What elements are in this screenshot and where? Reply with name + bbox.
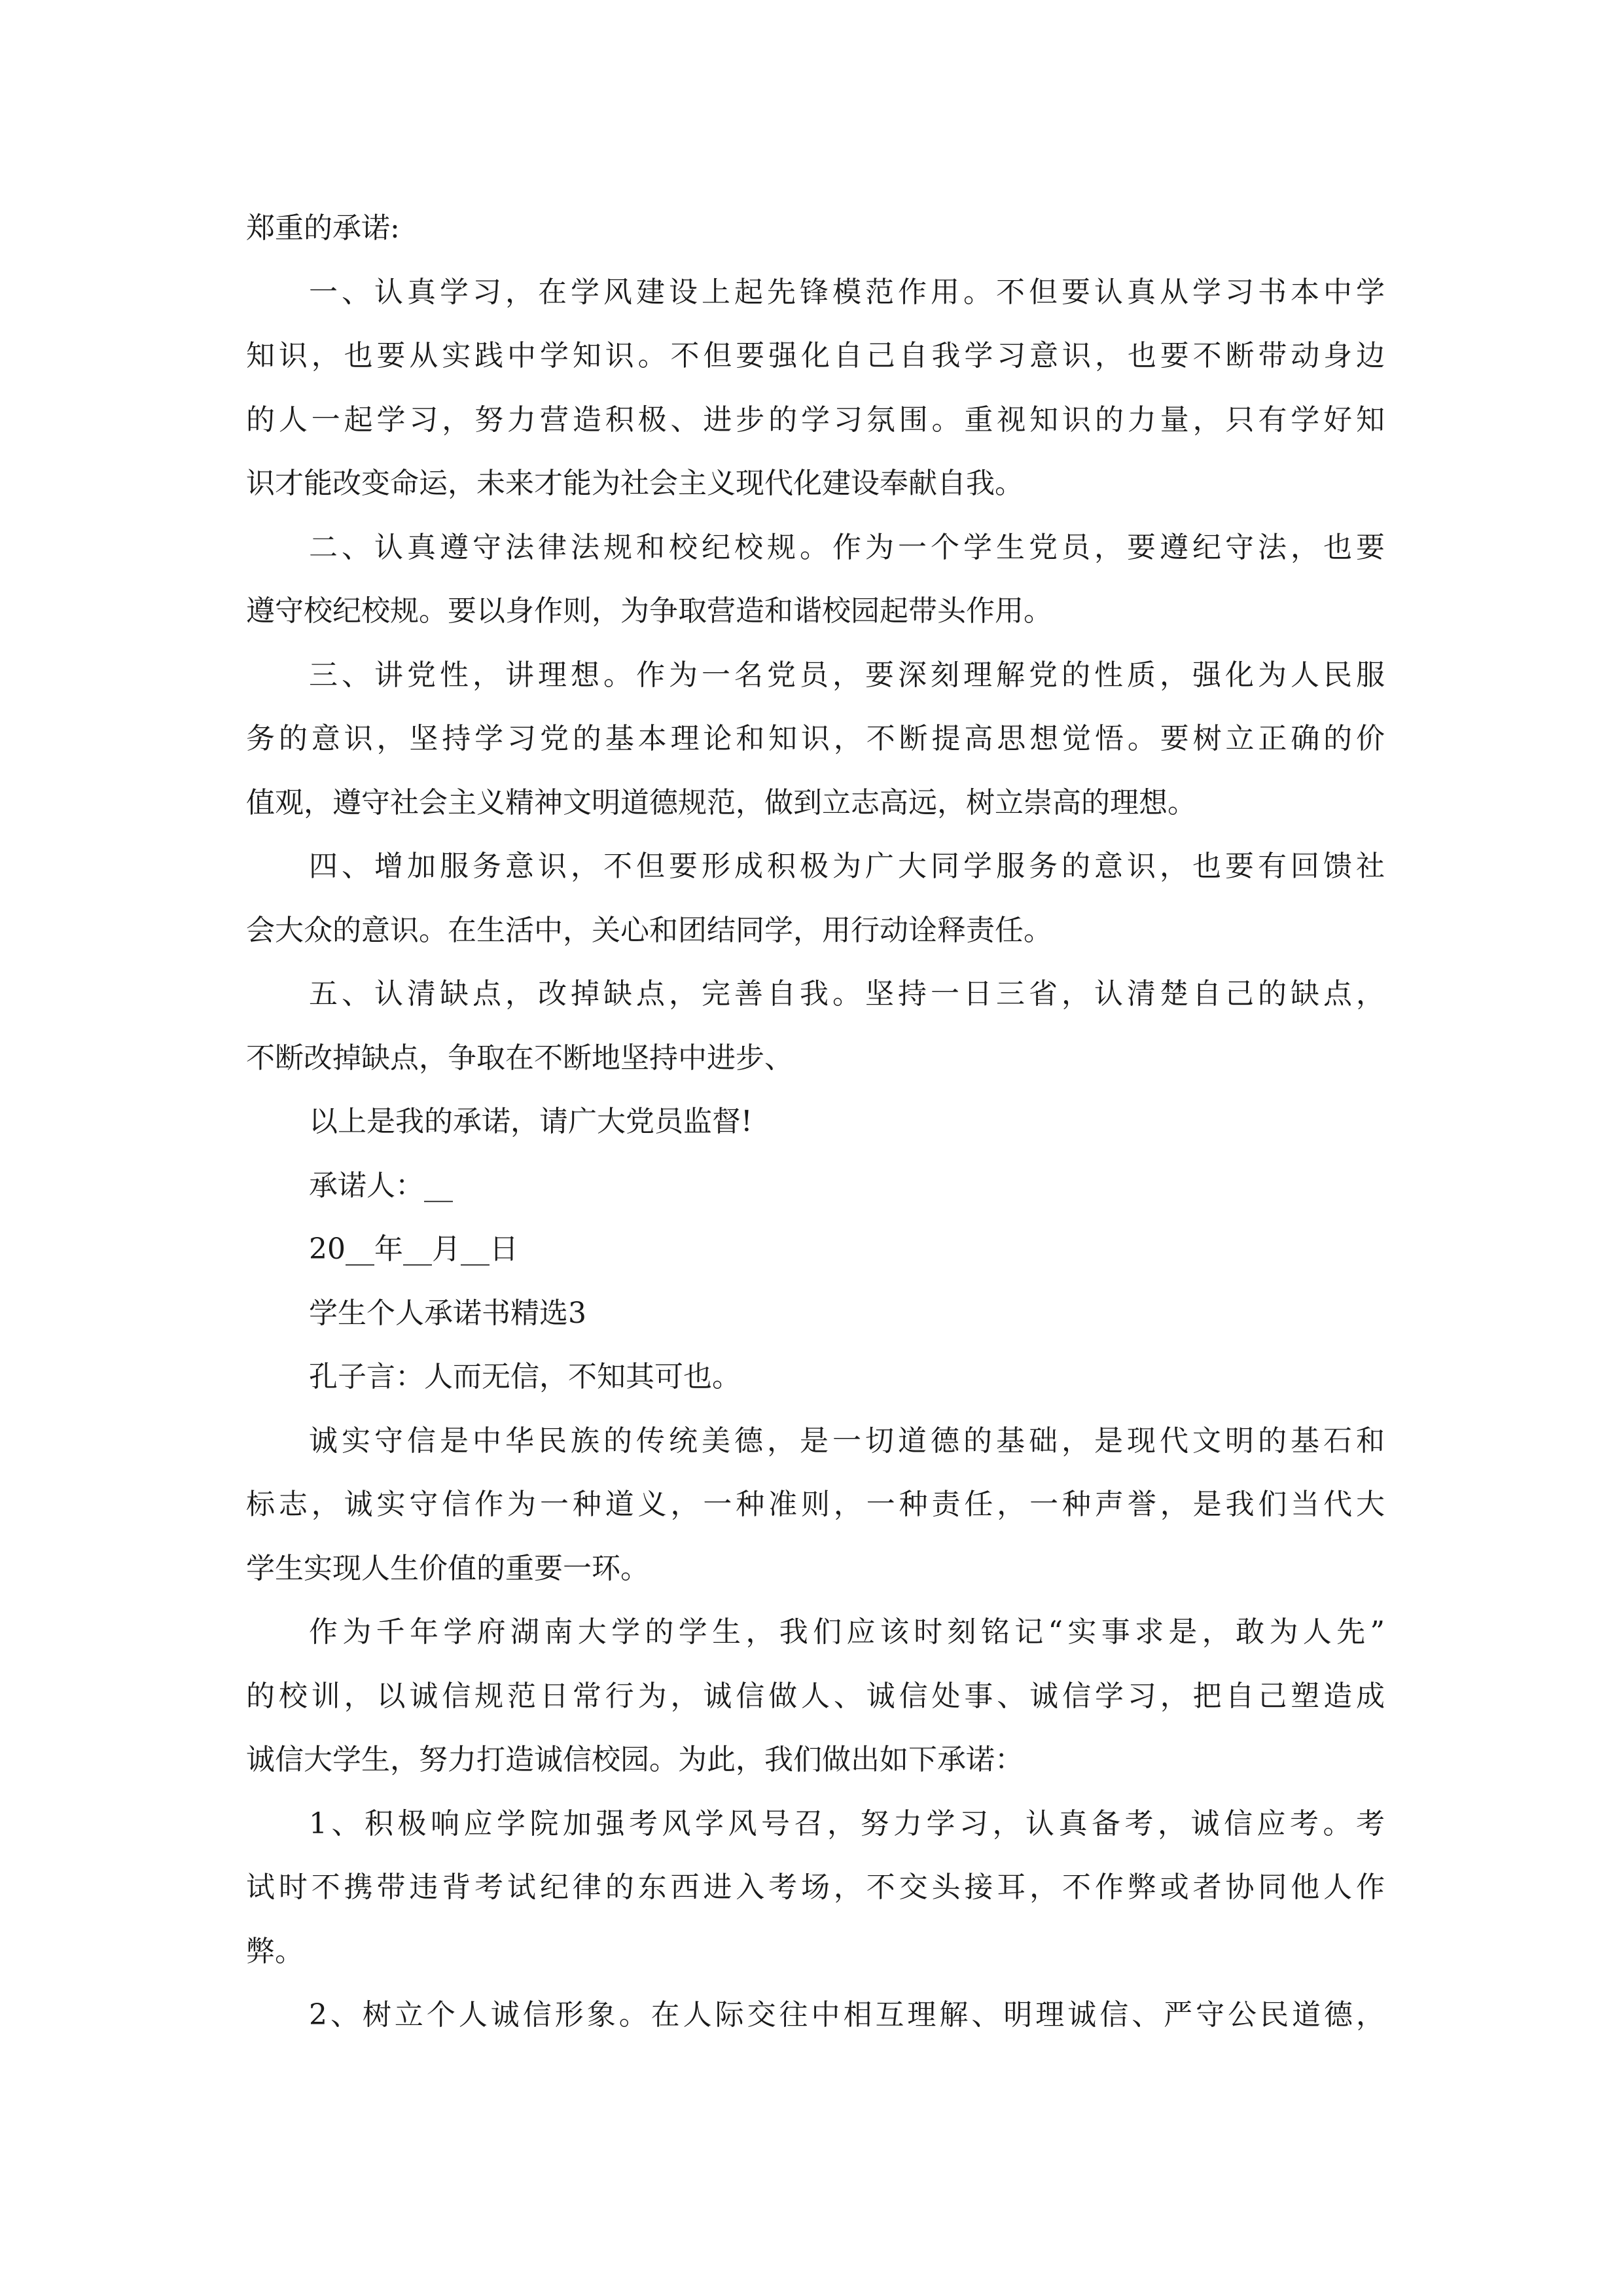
- text-line: 2、树立个人诚信形象。在人际交往中相互理解、明理诚信、严守公民道德，: [309, 1998, 1385, 2032]
- text-line: 标志，诚实守信作为一种道义，一种准则，一种责任，一种声誉，是我们当代大: [246, 1488, 1385, 1521]
- text-line: 识才能改变命运，未来才能为社会主义现代化建设奉献自我。: [246, 467, 1024, 500]
- text-line: 学生实现人生价值的重要一环。: [246, 1551, 649, 1585]
- text-line: 遵守校纪校规。要以身作则，为争取营造和谐校园起带头作用。: [246, 594, 1052, 628]
- text-line: 弊。: [246, 1934, 304, 1968]
- text-line: 四、增加服务意识，不但要形成积极为广大同学服务的意识，也要有回馈社: [309, 850, 1385, 883]
- text-line: 一、认真学习，在学风建设上起先锋模范作用。不但要认真从学习书本中学: [309, 275, 1385, 309]
- text-line: 知识，也要从实践中学知识。不但要强化自己自我学习意识，也要不断带动身边: [246, 339, 1385, 372]
- signatory-line: 承诺人：__: [309, 1168, 453, 1202]
- text-line: 以上是我的承诺，请广大党员监督!: [309, 1105, 753, 1138]
- text-line: 1、积极响应学院加强考风学风号召，努力学习，认真备考，诚信应考。考: [309, 1806, 1385, 1840]
- text-line: 不断改掉缺点，争取在不断地坚持中进步、: [246, 1041, 793, 1075]
- text-line: 诚实守信是中华民族的传统美德，是一切道德的基础，是现代文明的基石和: [309, 1424, 1385, 1458]
- text-line: 二、认真遵守法律法规和校纪校规。作为一个学生党员，要遵纪守法，也要: [309, 530, 1385, 564]
- text-line: 郑重的承诺:: [246, 211, 400, 245]
- text-line: 诚信大学生，努力打造诚信校园。为此，我们做出如下承诺：: [246, 1743, 1024, 1776]
- text-line: 五、认清缺点，改掉缺点，完善自我。坚持一日三省，认清楚自己的缺点，: [309, 977, 1385, 1011]
- text-line: 作为千年学府湖南大学的学生，我们应该时刻铭记“实事求是，敢为人先”: [309, 1615, 1385, 1649]
- date-line: 20__年__月__日: [309, 1232, 518, 1266]
- text-line: 三、讲党性，讲理想。作为一名党员，要深刻理解党的性质，强化为人民服: [309, 658, 1385, 692]
- text-line: 的校训，以诚信规范日常行为，诚信做人、诚信处事、诚信学习，把自己塑造成: [246, 1679, 1385, 1713]
- document-page: [246, 196, 1385, 2047]
- text-line: 值观，遵守社会主义精神文明道德规范，做到立志高远，树立崇高的理想。: [246, 785, 1196, 819]
- section-title: 学生个人承诺书精选3: [309, 1296, 586, 1330]
- text-line: 试时不携带违背考试纪律的东西进入考场，不交头接耳，不作弊或者协同他人作: [246, 1871, 1385, 1904]
- text-line: 会大众的意识。在生活中，关心和团结同学，用行动诠释责任。: [246, 913, 1052, 947]
- text-line: 孔子言：人而无信，不知其可也。: [309, 1360, 741, 1393]
- text-line: 的人一起学习，努力营造积极、进步的学习氛围。重视知识的力量，只有学好知: [246, 403, 1385, 437]
- text-line: 务的意识，坚持学习党的基本理论和知识，不断提高思想觉悟。要树立正确的价: [246, 722, 1385, 755]
